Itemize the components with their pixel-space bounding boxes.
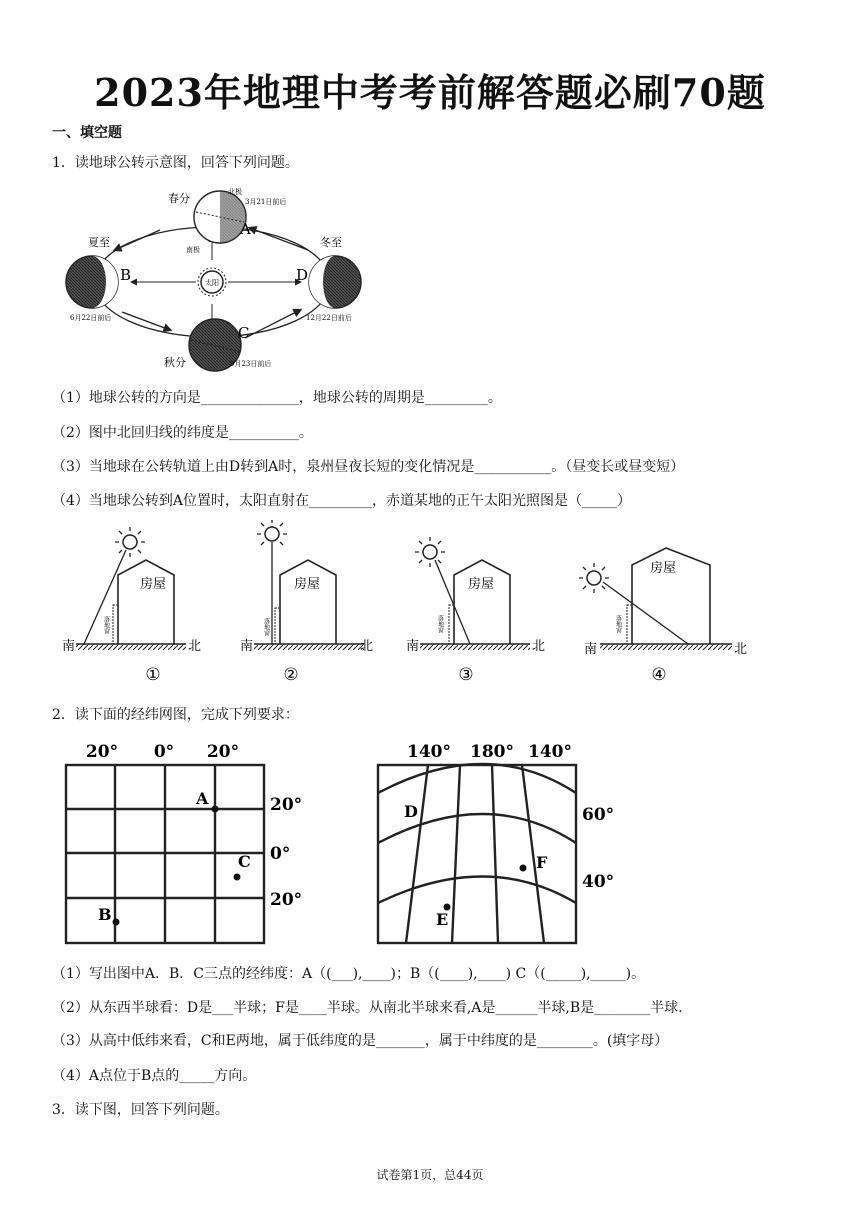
svg-text:20°: 20° bbox=[206, 742, 240, 762]
option-3-diagram bbox=[406, 537, 545, 685]
house-sunlight-options bbox=[58, 520, 763, 690]
svg-text:D: D bbox=[404, 802, 418, 821]
earth-orbit-diagram bbox=[60, 180, 365, 372]
page-footer: 试卷第1页，总44页 bbox=[376, 1168, 484, 1182]
option-2-diagram bbox=[240, 520, 373, 685]
section-heading: 一、填空题 bbox=[52, 125, 122, 141]
earth-a-icon bbox=[194, 191, 246, 243]
question-2-sub-2: （2）从东西半球看：D是___半球；F是____半球。从南北半球来看,A是______半球,B是________半球. bbox=[52, 1000, 683, 1016]
question-2-sub-1: （1）写出图中A．B．C三点的经纬度：A（(___),____)；B（(____),____) C（(_____),_____)。 bbox=[52, 966, 646, 982]
question-1-sub-4: （4）当地球公转到A位置时，太阳直射在_________，赤道某地的正午太阳光照图是（_____） bbox=[52, 493, 632, 509]
svg-text:南: 南 bbox=[240, 639, 254, 654]
svg-text:落地窗: 落地窗 bbox=[436, 615, 444, 633]
svg-text:房屋: 房屋 bbox=[294, 577, 321, 592]
sun-icon bbox=[198, 268, 226, 296]
svg-text:20°: 20° bbox=[270, 890, 303, 910]
svg-text:B: B bbox=[120, 266, 132, 284]
svg-text:3月21日前后: 3月21日前后 bbox=[245, 198, 287, 206]
svg-text:140°: 140° bbox=[407, 742, 451, 762]
sun-icon bbox=[423, 545, 437, 559]
svg-text:北极: 北极 bbox=[228, 188, 242, 196]
svg-text:房屋: 房屋 bbox=[468, 577, 495, 592]
svg-text:20°: 20° bbox=[85, 742, 119, 762]
grid-map-2 bbox=[372, 735, 632, 950]
svg-text:A: A bbox=[196, 789, 209, 808]
svg-text:D: D bbox=[296, 266, 309, 284]
option-4-diagram bbox=[579, 548, 747, 685]
svg-text:房屋: 房屋 bbox=[140, 577, 167, 592]
svg-text:6月22日前后: 6月22日前后 bbox=[70, 314, 112, 322]
svg-text:C: C bbox=[238, 324, 250, 342]
svg-text:180°: 180° bbox=[470, 742, 514, 762]
svg-text:F: F bbox=[536, 853, 548, 872]
svg-text:秋分: 秋分 bbox=[164, 356, 186, 369]
point-f bbox=[520, 865, 527, 872]
option-1-diagram bbox=[62, 527, 201, 685]
svg-text:20°: 20° bbox=[270, 795, 303, 815]
svg-text:②: ② bbox=[283, 665, 299, 685]
svg-text:①: ① bbox=[145, 665, 161, 685]
svg-text:0°: 0° bbox=[270, 844, 291, 864]
svg-text:④: ④ bbox=[651, 665, 667, 685]
svg-text:140°: 140° bbox=[528, 742, 572, 762]
svg-text:落地窗: 落地窗 bbox=[102, 616, 110, 634]
point-c bbox=[234, 874, 241, 881]
svg-text:A: A bbox=[240, 220, 251, 238]
svg-text:0°: 0° bbox=[153, 742, 175, 762]
svg-text:C: C bbox=[238, 852, 251, 871]
svg-text:南: 南 bbox=[584, 642, 598, 657]
svg-text:9月23日前后: 9月23日前后 bbox=[230, 360, 272, 368]
svg-text:落地窗: 落地窗 bbox=[614, 615, 622, 633]
svg-text:落地窗: 落地窗 bbox=[262, 618, 270, 636]
question-1-sub-3: （3）当地球在公转轨道上由D转到A时，泉州昼夜长短的变化情况是___________。（昼变长或昼变短） bbox=[52, 459, 685, 475]
svg-text:南: 南 bbox=[62, 639, 76, 654]
earth-d-icon bbox=[309, 256, 361, 308]
question-1-sub-2: （2）图中北回归线的纬度是__________。 bbox=[52, 425, 313, 441]
earth-b-icon bbox=[66, 256, 118, 308]
point-a bbox=[212, 806, 219, 813]
question-2-stem: 2．读下面的经纬网图，完成下列要求： bbox=[52, 707, 299, 723]
svg-text:房屋: 房屋 bbox=[650, 561, 677, 576]
page-title: 2023年地理中考考前解答题必刷70题 bbox=[94, 70, 766, 115]
question-3-stem: 3．读下图，回答下列问题。 bbox=[52, 1102, 229, 1118]
svg-text:北: 北 bbox=[188, 639, 202, 654]
question-2-sub-3: （3）从高中低纬来看，C和E两地，属于低纬度的是_______，属于中纬度的是________。(填字母） bbox=[52, 1033, 669, 1049]
sun-icon bbox=[123, 535, 137, 549]
svg-text:40°: 40° bbox=[582, 872, 615, 892]
svg-text:③: ③ bbox=[458, 665, 474, 685]
sun-icon bbox=[265, 527, 279, 541]
svg-text:春分: 春分 bbox=[168, 192, 190, 205]
svg-text:冬至: 冬至 bbox=[320, 236, 342, 249]
grid-map-1 bbox=[60, 735, 320, 950]
question-1-sub-1: （1）地球公转的方向是______________，地球公转的周期是_________。 bbox=[52, 390, 502, 406]
sun-icon bbox=[587, 571, 601, 585]
svg-text:12月22日前后: 12月22日前后 bbox=[306, 314, 352, 322]
svg-text:南: 南 bbox=[406, 639, 420, 654]
svg-text:北: 北 bbox=[734, 642, 748, 657]
question-2-sub-4: （4）A点位于B点的_____方向。 bbox=[52, 1068, 257, 1084]
sun-label: 太阳 bbox=[205, 279, 219, 287]
svg-text:南极: 南极 bbox=[186, 246, 200, 254]
svg-text:夏至: 夏至 bbox=[88, 236, 110, 249]
svg-text:E: E bbox=[436, 910, 449, 929]
svg-text:北: 北 bbox=[360, 639, 374, 654]
svg-text:北: 北 bbox=[532, 639, 546, 654]
question-1-stem: 1．读地球公转示意图，回答下列问题。 bbox=[52, 155, 299, 171]
svg-text:60°: 60° bbox=[582, 805, 615, 825]
point-b bbox=[113, 919, 120, 926]
svg-text:B: B bbox=[98, 905, 112, 924]
